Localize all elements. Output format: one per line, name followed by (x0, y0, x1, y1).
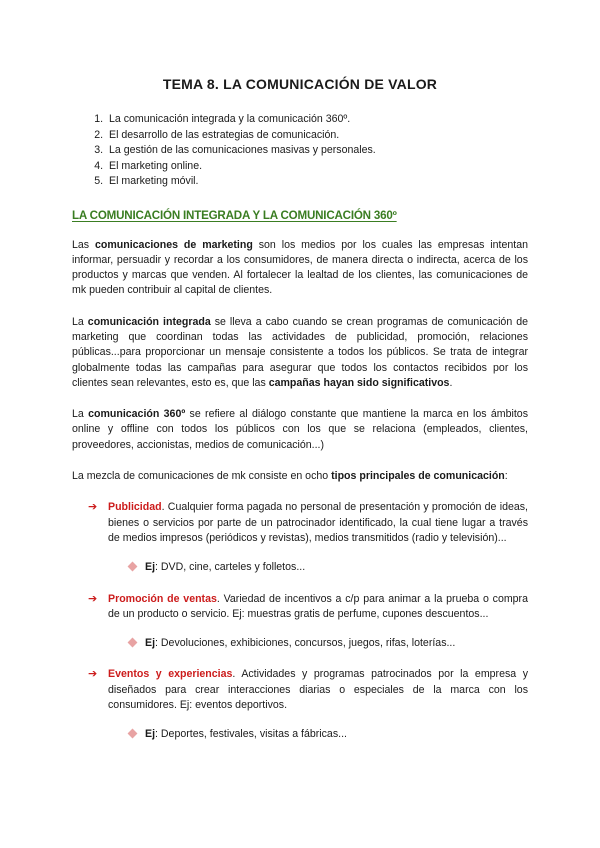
text-run: La (72, 408, 89, 421)
diamond-bullet-icon (128, 729, 138, 739)
text-run: La mezcla de comunicaciones de mk consiste en ocho (72, 470, 332, 483)
example-text: : Deportes, festivales, visitas a fábricas... (155, 728, 347, 741)
text-run: Las (72, 238, 95, 251)
arrow-icon: ➔ (88, 592, 98, 605)
bullet-promocion-ventas (72, 592, 528, 623)
paragraph-integrated-communication (72, 315, 528, 391)
bullet-label: Eventos y experiencias (108, 668, 233, 681)
text-run: son los medios por los cuales las empresas intentan informar, persuadir y recordar a los consumidores, de manera directa o indirecta, acerca de los productos y marcas que venden. Al fortalecer la lealtad de los clientes, las comunicaciones de mk pueden contribuir al capital de clientes. (72, 238, 528, 297)
diamond-bullet-icon (128, 638, 138, 648)
text-run: se lleva a cabo cuando se crean programas de comunicación de marketing que coordinan todas las actividades de publicidad, promoción, relaciones públicas...para proporcionar un mensaje consistente a todos los públicos. Se trata de integrar globalmente todas las campañas para asegurar que todos los contactos recibidos por los clientes sean relevantes, esto es, que las (72, 315, 529, 389)
toc-item: 4. El marketing online. (106, 159, 528, 175)
bold-term: comunicaciones de marketing (95, 238, 253, 251)
paragraph-communication-mix (72, 469, 528, 484)
bullet-eventos-experiencias (72, 667, 528, 713)
bullet-text: . Actividades y programas patrocinados por la empresa y diseñados para crear interacciones diarias o especiales de la marca con los consumidores. Ej: eventos deportivos. (108, 668, 528, 712)
toc-item: 3. La gestión de las comunicaciones masivas y personales. (106, 143, 528, 159)
bullet-text: . Cualquier forma pagada no personal de presentación y promoción de ideas, bienes o servicios por parte de un patrocinador identificado, la cual tiene lugar a través de medios impresos (periódicos y revistas), medios transmitidos (radio y televisión)... (108, 501, 528, 544)
example-text: : DVD, cine, carteles y folletos... (155, 561, 306, 574)
toc-item: 5. El marketing móvil. (106, 174, 528, 190)
example-label: Ej (145, 561, 156, 574)
arrow-icon: ➔ (88, 668, 98, 681)
text-run: : (504, 470, 508, 483)
text-run: se refiere al diálogo constante que mantiene la marca en los ámbitos online y offline con todos los públicos con los que se relaciona (empleados, clientes, proveedores, accionistas, medios de comunicación...) (72, 408, 528, 451)
section-heading: LA COMUNICACIÓN INTEGRADA Y LA COMUNICACIÓN 360º (72, 208, 397, 222)
table-of-contents (72, 112, 528, 190)
text-run: . (449, 376, 453, 389)
example-text: : Devoluciones, exhibiciones, concursos, juegos, rifas, loterías... (155, 637, 456, 650)
bold-term: campañas hayan sido significativos (268, 376, 450, 389)
bullet-text: . Variedad de incentivos a c/p para animar a la prueba o compra de un producto o servicio. Ej: muestras gratis de perfume, cupones descuentos... (108, 592, 528, 620)
bullet-publicidad (72, 500, 528, 546)
arrow-icon: ➔ (88, 501, 98, 514)
bold-term: comunicación 360º (88, 408, 186, 421)
toc-item: 1. La comunicación integrada y la comunicación 360º. (106, 112, 528, 128)
example-item (72, 636, 528, 651)
example-item (72, 727, 528, 742)
bold-term: comunicación integrada (87, 315, 211, 328)
paragraph-marketing-communications (72, 238, 528, 299)
text-run: La (72, 315, 88, 328)
bullet-label: Publicidad (108, 501, 162, 514)
page-title: TEMA 8. LA COMUNICACIÓN DE VALOR (162, 76, 438, 92)
example-label: Ej (145, 637, 156, 650)
example-item (72, 560, 528, 575)
bold-term: tipos principales de comunicación (331, 470, 505, 483)
bullet-label: Promoción de ventas (108, 592, 217, 605)
example-label: Ej (145, 728, 156, 741)
toc-item: 2. El desarrollo de las estrategias de comunicación. (106, 128, 528, 144)
paragraph-360-communication (72, 407, 528, 453)
diamond-bullet-icon (128, 562, 138, 572)
